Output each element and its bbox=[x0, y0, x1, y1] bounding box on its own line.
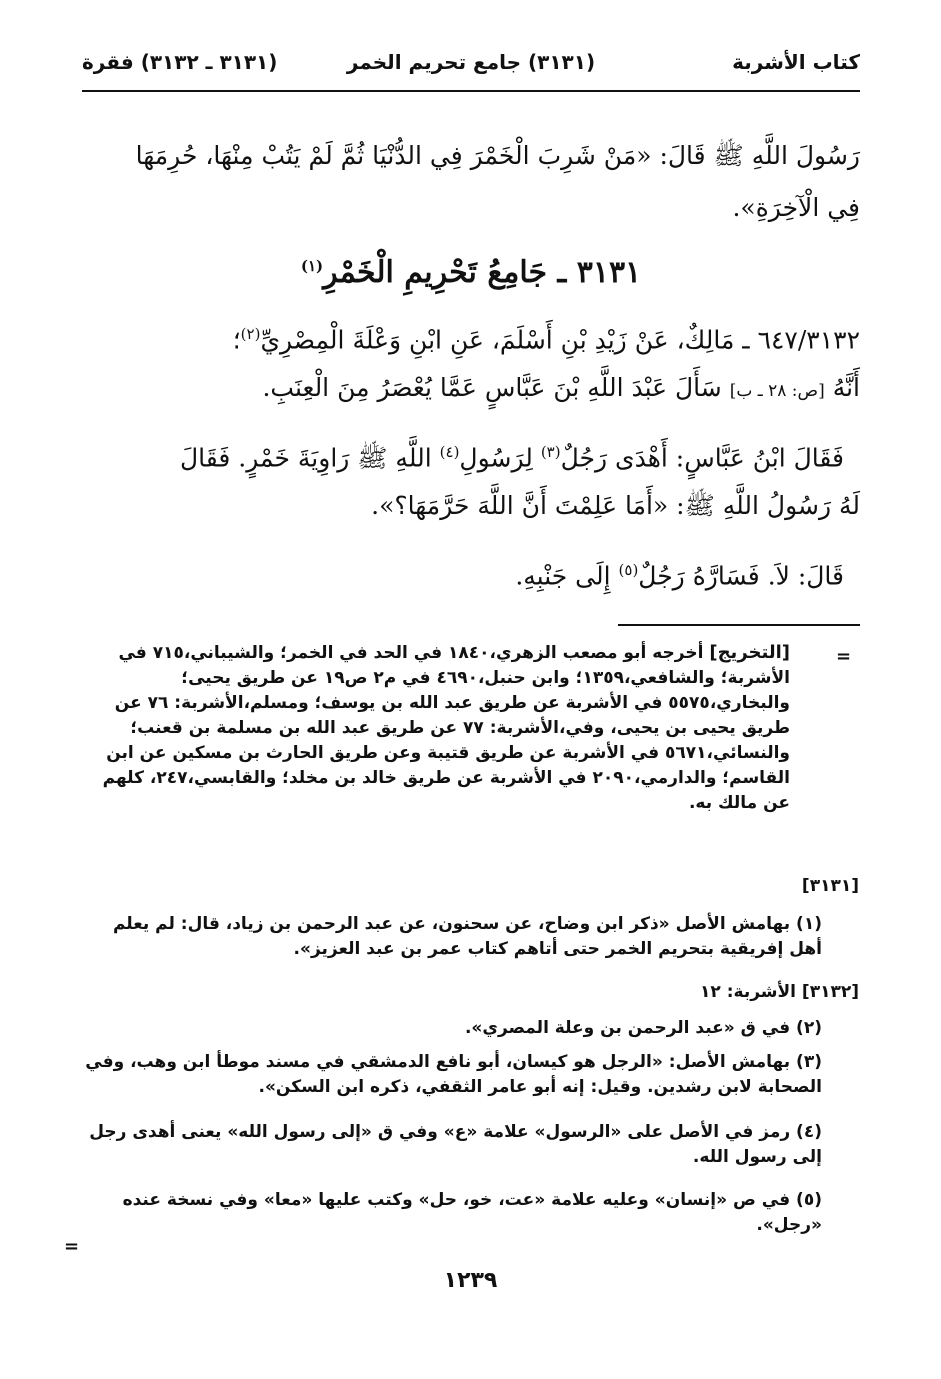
header-paragraph-range: (٣١٣١ ـ ٣١٣٢) فقرة bbox=[82, 50, 278, 74]
footnote-ref: (٥) bbox=[618, 561, 639, 579]
header-divider bbox=[82, 90, 860, 92]
footnote-item: (٤) رمز في الأصل على «الرسول» علامة «ع» وفي ق «إلى رسول الله» يعنى أهدى رجل إلى رسول الله. bbox=[89, 1122, 822, 1167]
continuation-mark: = bbox=[836, 646, 852, 667]
takhrij-footnote bbox=[82, 640, 790, 816]
hadith-text-line bbox=[82, 552, 860, 594]
hadith-text: سَأَلَ عَبْدَ اللَّهِ بْنَ عَبَّاسٍ عَمَّا يُعْصَرُ مِنَ الْعِنَبِ. bbox=[262, 373, 722, 402]
takhrij-label: [التخريج] bbox=[709, 642, 790, 663]
footnote-item: (٥) في ص «إنسان» وعليه علامة «عت، خو، حل» وكتب عليها «معا» وفي نسخة عنده «رجل». bbox=[122, 1190, 822, 1235]
manuscript-folio-ref: [ص: ٢٨ ـ ب] bbox=[729, 381, 825, 401]
takhrij-text: أخرجه أبو مصعب الزهري،١٨٤٠ في الحد في الخمر؛ والشيباني،٧١٥ في الأشربة؛ والشافعي،١٣٥٩؛ وابن حنبل،٤٦٩٠ في م٢ ص١٩ عن طريق يحيى؛ والبخاري،٥٥٧٥ في الأشربة عن طريق عبد الله بن يوسف؛ ومسلم،الأشربة: ٧٦ عن طريق يحيى بن يحيى، وفي،الأشربة: ٧٧ عن طريق عبد الله بن مسلمة بن قعنب؛ والنسائي،٥٦٧١ في الأشربة عن طريق قتيبة وعن طريق الحارث بن مسكين عن ابن القاسم؛ والدارمي،٢٠٩٠ في الأشربة عن طريق خالد بن مخلد؛ والقابسي،٢٤٧، كلهم عن مالك به. bbox=[102, 643, 790, 813]
page-number: ١٢٣٩ bbox=[443, 1268, 498, 1293]
continuation-mark: = bbox=[64, 1236, 80, 1257]
footnote-item: (٢) في ق «عبد الرحمن بن وعلة المصري». bbox=[464, 1018, 822, 1038]
hadith-text: إِلَى جَنْبِهِ. bbox=[515, 561, 611, 591]
isnad-text: ٦٤٧/٣١٣٢ ـ مَالِكٌ، عَنْ زَيْدِ بْنِ أَسْلَمَ، عَنِ ابْنِ وَعْلَةَ الْمِصْرِيِّ bbox=[260, 325, 860, 355]
hadith-text: اللَّهِ ﷺ رَاوِيَةَ خَمْرٍ. فَقَالَ bbox=[179, 443, 432, 473]
header-chapter-title: (٣١٣١) جامع تحريم الخمر bbox=[346, 50, 596, 74]
hadith-text-line: لَهُ رَسُولُ اللَّهِ ﷺ: «أَمَا عَلِمْتَ أَنَّ اللَّهَ حَرَّمَهَا؟». bbox=[371, 491, 860, 520]
running-header bbox=[82, 44, 860, 84]
hadith-text: لِرَسُولِ bbox=[459, 443, 533, 473]
hadith-text: فَقَالَ ابْنُ عَبَّاسٍ: أَهْدَى رَجُلٌ bbox=[560, 443, 844, 473]
footnote-ref: (٢) bbox=[240, 325, 261, 343]
footnote-ref: (٣) bbox=[540, 443, 561, 461]
section-ref-label: [٣١٣٢] الأشربة: ١٢ bbox=[700, 982, 859, 1002]
hadith-text-line bbox=[82, 434, 860, 476]
chapter-heading bbox=[82, 255, 860, 290]
chapter-heading-text: ٣١٣١ ـ جَامِعُ تَحْرِيمِ الْخَمْرِ bbox=[323, 255, 642, 290]
hadith-text-line: فِي الْآخِرَةِ». bbox=[732, 193, 860, 222]
isnad-line bbox=[82, 316, 860, 358]
footnote-item: (٣) بهامش الأصل: «الرجل هو كيسان، أبو نافع الدمشقي في مسند موطأ ابن وهب، وفي الصحابة لابن رشدين. وقيل: إنه أبو عامر الثقفي، ذكره ابن السكن». bbox=[85, 1052, 822, 1097]
footnote-separator bbox=[618, 624, 860, 626]
hadith-text: قَالَ: لاَ. فَسَارَّهُ رَجُلٌ bbox=[638, 561, 844, 591]
footnote-ref: (١) bbox=[300, 257, 324, 275]
header-book-title: كتاب الأشربة bbox=[732, 50, 860, 74]
punctuation: ؛ bbox=[232, 325, 241, 355]
hadith-text-line: رَسُولَ اللَّهِ ﷺ قَالَ: «مَنْ شَرِبَ الْخَمْرَ فِي الدُّنْيَا ثُمَّ لَمْ يَتُبْ مِنْهَا، حُرِمَهَا bbox=[135, 141, 860, 170]
section-ref-label: [٣١٣١] bbox=[801, 876, 859, 896]
footnote-item: (١) بهامش الأصل «ذكر ابن وضاح، عن سحنون، عن عبد الرحمن بن زياد، قال: لم يعلم أهل إفريقية بتحريم الخمر حتى أتاهم كتاب عمر بن عبد العزيز». bbox=[112, 914, 822, 959]
hadith-text: أَنَّهُ bbox=[832, 373, 860, 402]
hadith-text-line bbox=[82, 370, 860, 409]
footnote-ref: (٤) bbox=[439, 443, 460, 461]
